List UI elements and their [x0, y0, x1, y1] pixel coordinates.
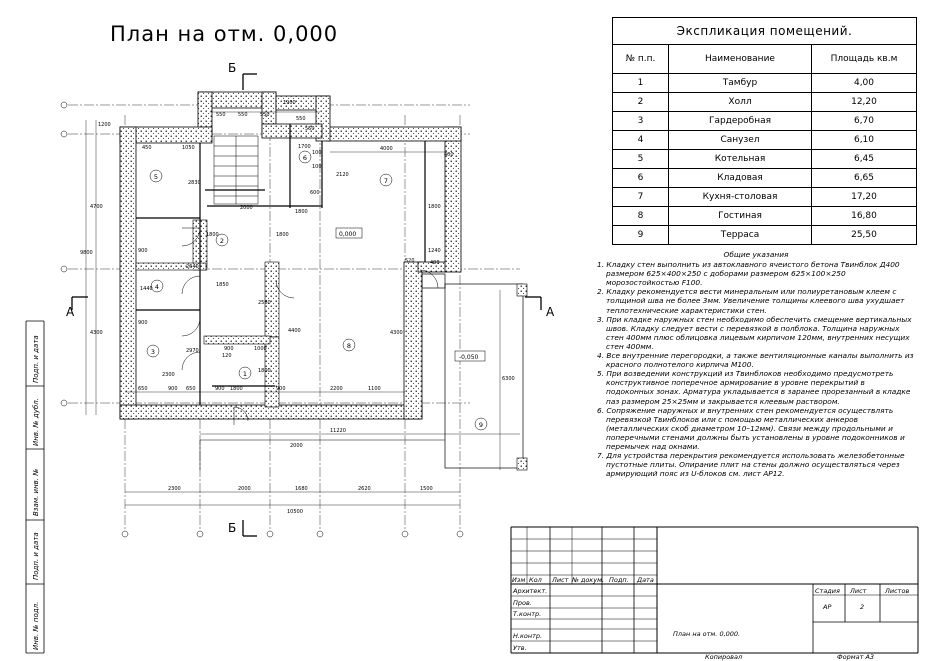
stamp-role: Архитект.: [513, 587, 548, 595]
stair: [214, 136, 258, 204]
cell-name: Тамбур: [669, 74, 812, 93]
svg-text:550: 550: [305, 126, 315, 132]
side-stamp-label: Подп. и дата: [32, 335, 40, 383]
side-stamp-label: Взам. инв. №: [32, 468, 40, 516]
cell-num: 9: [613, 226, 669, 245]
note-item: 1. Кладку стен выполнить из автоклавного ячеистого бетона Твинблок Д400 размером 625×400×250 с доборами размером 625×100×250 морозостойкостью F100.: [597, 260, 900, 288]
notes-title: Общие указания: [723, 250, 789, 259]
cell-area: 16,80: [812, 207, 917, 226]
col-header-num: № п.п.: [613, 45, 669, 74]
stamp-role: Н.контр.: [513, 632, 543, 640]
doors: [182, 228, 438, 425]
room-number: 5: [153, 173, 159, 181]
svg-text:2000: 2000: [290, 443, 303, 449]
section-mark: Б: [228, 61, 237, 75]
svg-text:550: 550: [260, 112, 270, 118]
svg-text:1000: 1000: [254, 346, 267, 352]
room-number: 9: [478, 421, 484, 429]
cell-name: Санузел: [669, 131, 812, 150]
section-mark: А: [546, 305, 555, 319]
stamp-sheets-label: Листов: [885, 587, 910, 595]
svg-text:2620: 2620: [358, 486, 371, 492]
drawing-frame: [26, 321, 918, 653]
stamp-sheet-label: Лист: [850, 587, 867, 595]
svg-text:9800: 9800: [80, 250, 93, 256]
svg-text:120: 120: [222, 353, 232, 359]
stamp-role: Утв.: [513, 644, 527, 652]
svg-text:1800: 1800: [230, 386, 243, 392]
svg-text:1900: 1900: [283, 100, 296, 106]
svg-text:4400: 4400: [288, 328, 301, 334]
cell-area: 6,70: [812, 112, 917, 131]
stamp-role: Т.контр.: [513, 610, 542, 618]
svg-text:400: 400: [444, 152, 454, 158]
svg-text:600: 600: [310, 190, 320, 196]
col-header-area: Площадь кв.м: [812, 45, 917, 74]
room-number: 4: [154, 283, 160, 291]
svg-text:4300: 4300: [390, 330, 403, 336]
cell-area: 25,50: [812, 226, 917, 245]
svg-text:2000: 2000: [238, 486, 251, 492]
svg-text:4300: 4300: [90, 330, 103, 336]
cell-area: 12,20: [812, 93, 917, 112]
svg-text:2640: 2640: [186, 264, 199, 270]
cell-name: Гостиная: [669, 207, 812, 226]
svg-text:1100: 1100: [368, 386, 381, 392]
cell-name: Кладовая: [669, 169, 812, 188]
side-stamp-label: Подп. и дата: [32, 532, 40, 580]
cell-name: Терраса: [669, 226, 812, 245]
svg-text:650: 650: [186, 386, 196, 392]
stamp-col: Подп.: [609, 576, 629, 584]
cell-area: 4,00: [812, 74, 917, 93]
svg-text:6300: 6300: [502, 376, 515, 382]
svg-text:900: 900: [276, 386, 286, 392]
note-item: 3. При кладке наружных стен необходимо обеспечить смещение вертикальных швов. Кладку следует вести с перевязкой в полблока. Толщина наружных стен 400мм плюс облицовка лицевым кирпичом 120мм, внутренних несущих стен 400мм.: [597, 314, 912, 351]
cell-num: 7: [613, 188, 669, 207]
room-number: 3: [150, 348, 156, 356]
cell-area: 6,65: [812, 169, 917, 188]
svg-text:1850: 1850: [216, 282, 229, 288]
room-number: 8: [346, 342, 352, 350]
svg-text:650: 650: [138, 386, 148, 392]
svg-text:1200: 1200: [98, 122, 111, 128]
stamp-col: Лист: [552, 576, 569, 584]
svg-text:2000: 2000: [240, 205, 253, 211]
svg-text:1500: 1500: [420, 486, 433, 492]
room-number: 1: [242, 370, 248, 378]
cell-num: 2: [613, 93, 669, 112]
cell-num: 6: [613, 169, 669, 188]
svg-text:1800: 1800: [295, 209, 308, 215]
svg-text:550: 550: [238, 112, 248, 118]
svg-text:1050: 1050: [182, 145, 195, 151]
svg-text:900: 900: [168, 386, 178, 392]
stamp-copied: Копировал: [705, 653, 743, 661]
side-stamp-label: Инв. № подл.: [32, 601, 40, 650]
svg-text:550: 550: [296, 116, 306, 122]
svg-text:1800: 1800: [258, 368, 271, 374]
svg-text:1680: 1680: [295, 486, 308, 492]
svg-text:2830: 2830: [188, 180, 201, 186]
note-item: 5. При возведении конструкций из Твинблоков необходимо предусмотреть конструктивное поперечное армирование в уровне перекрытий в подоконных зонах. Арматура укладывается в заранее прорезанный в кладке паз размером 25×25мм и закрывается клеевым раствором.: [597, 369, 911, 406]
note-item: 6. Сопряжение наружных и внутренних стен рекомендуется осуществлять перевязкой Твинблоков или с помощью металлических анкеров (металлических скоб диаметром 10–12мм). Связи между продольными и поперечными стенами должны быть установлены в уровне подоконников и перемычек над окнами.: [597, 405, 905, 451]
cell-area: 6,45: [812, 150, 917, 169]
stamp-sheet: 2: [860, 603, 865, 611]
svg-text:450: 450: [142, 145, 152, 151]
svg-text:1240: 1240: [428, 248, 441, 254]
svg-text:520: 520: [405, 258, 415, 264]
note-item: 2. Кладку рекомендуется вести минеральным или полиуретановым клеем с толщиной шва не более 3мм. Увеличение толщины клеевого шва ухудшает теплотехнические характеристики стен.: [597, 287, 905, 315]
cell-name: Кухня-столовая: [669, 188, 812, 207]
svg-text:2300: 2300: [168, 486, 181, 492]
svg-text:1700: 1700: [298, 144, 311, 150]
interior-walls: [136, 220, 279, 407]
svg-text:400: 400: [430, 260, 440, 266]
svg-text:2560: 2560: [258, 300, 271, 306]
room-number: 7: [383, 177, 389, 185]
cell-area: 6,10: [812, 131, 917, 150]
section-mark: Б: [228, 521, 237, 535]
stamp-col: Дата: [637, 576, 654, 584]
cell-num: 1: [613, 74, 669, 93]
stamp-role: Пров.: [513, 599, 532, 607]
note-item: 7. Для устройства перекрытия рекомендуется использовать железобетонные пустотные плиты. Опирание плит на стены должно осуществляться через армирующий пояс из U-блоков см. лист АР12.: [597, 451, 905, 479]
svg-text:100: 100: [312, 164, 322, 170]
side-stamp-label: Инв. № дубл.: [32, 398, 40, 446]
svg-text:4700: 4700: [90, 204, 103, 210]
cell-name: Котельная: [669, 150, 812, 169]
cell-num: 8: [613, 207, 669, 226]
svg-text:900: 900: [138, 320, 148, 326]
level-mark: -0,050: [459, 354, 479, 361]
stamp-col: Кол: [529, 576, 542, 584]
cell-name: Холл: [669, 93, 812, 112]
stamp-sheet-title: План на отм. 0,000.: [673, 630, 741, 638]
section-mark: А: [66, 305, 75, 319]
drawing-title: План на отм. 0,000: [110, 22, 339, 46]
note-item: 4. Все внутренние перегородки, а также вентиляционные каналы выполнить из красного полнотелого кирпича М100.: [597, 351, 914, 370]
svg-text:1800: 1800: [428, 204, 441, 210]
col-header-name: Наименование: [669, 45, 812, 74]
stamp-format: Формат А3: [837, 653, 875, 661]
stamp-stage-label: Стадия: [815, 587, 840, 595]
svg-text:900: 900: [138, 248, 148, 254]
cell-num: 4: [613, 131, 669, 150]
level-mark: 0,000: [339, 231, 357, 238]
svg-text:2200: 2200: [330, 386, 343, 392]
room-number: 6: [302, 154, 308, 162]
cell-num: 3: [613, 112, 669, 131]
svg-text:1440: 1440: [140, 286, 153, 292]
terrace: [422, 274, 523, 468]
svg-text:1800: 1800: [276, 232, 289, 238]
cell-name: Гардеробная: [669, 112, 812, 131]
svg-text:4000: 4000: [380, 146, 393, 152]
svg-text:10500: 10500: [287, 509, 303, 515]
cell-num: 5: [613, 150, 669, 169]
svg-text:2300: 2300: [162, 372, 175, 378]
explication-caption: Экспликация помещений.: [613, 18, 917, 45]
stamp-col: № докум.: [572, 576, 605, 584]
stamp-col: Изм: [512, 576, 526, 584]
stamp-stage: АР: [823, 603, 832, 611]
svg-text:100: 100: [312, 150, 322, 156]
cell-area: 17,20: [812, 188, 917, 207]
svg-text:11220: 11220: [330, 428, 346, 434]
svg-text:900: 900: [224, 346, 234, 352]
svg-text:2970: 2970: [186, 348, 199, 354]
room-number: 2: [219, 237, 225, 245]
svg-text:1800: 1800: [206, 232, 219, 238]
svg-text:900: 900: [215, 386, 225, 392]
svg-text:550: 550: [216, 112, 226, 118]
svg-text:2120: 2120: [336, 172, 349, 178]
